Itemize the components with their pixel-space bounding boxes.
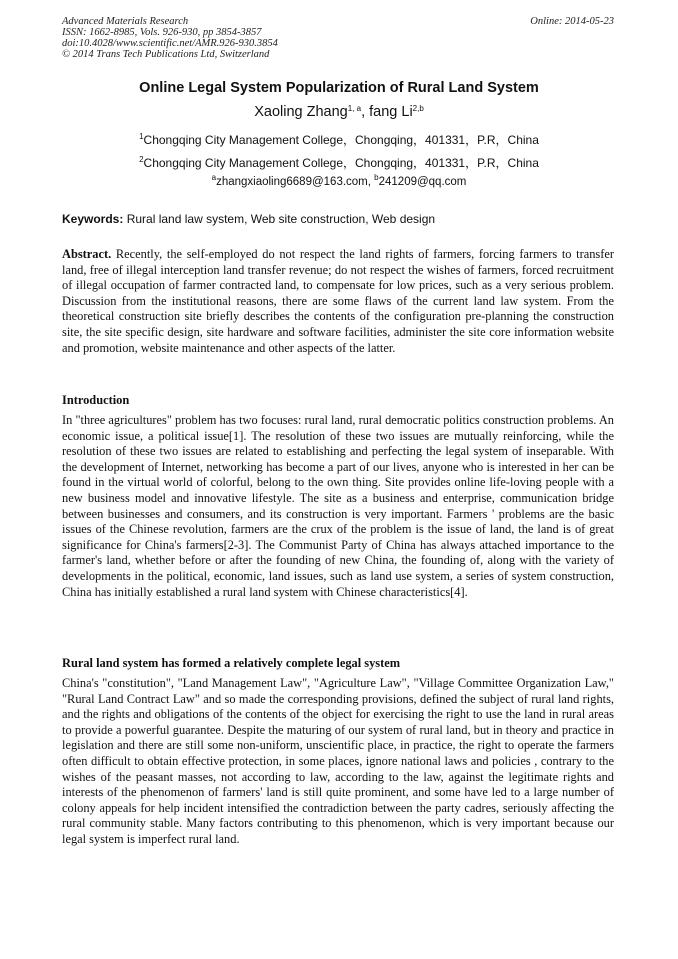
author-1-name: Xaoling Zhang bbox=[254, 104, 348, 120]
email-a: zhangxiaoling6689@163.com, bbox=[216, 176, 375, 188]
abstract-text: Recently, the self-employed do not respect the land rights of farmers, forcing farmers to transfer land, free of illegal interception land transfer revenue; do not respect the wishes of farmers, forced recruitment of illegal occupation of farmer contracted land, to compensate for low prices, such as a very serious problem. Discussion from the institutional reasons, there are some flaws of the current land law system. From the theoretical construction site briefly describes the contents of the configuration pre-planning the construction site, the site specific design, site hardware and software facilities, administer the site core information website and promotion, website maintenance and other aspects of the latter. bbox=[62, 247, 614, 355]
journal-header bbox=[62, 16, 278, 60]
email-b: 241209@qq.com bbox=[378, 176, 467, 188]
section-body-introduction: In "three agricultures" problem has two focuses: rural land, rural democratic politics construction problems. An economic issue, a political issue[1]. The resolution of these two issues are mutually reinforcing, while the resolution of these two issues are related to establishing and perfecting the legal system of inseparable. With the development of Internet, networking has become a part of our lives, anyone who is interested in her can be found in the virtual world of colorful, belong to the own thing. Site provides online life-loving people with a new business model and innovative lifestyle. The site as a business and enterprise, communication bridge between businesses and consumers, and its construction is very important. Farmers ' problems are the basic issues of the Chinese revolution, farmers are the crux of the problem is the issue of land, the land is of great significance for China's farmers[2-3]. The Communist Party of China has always attached importance to the farmer's land, whether before or after the founding of new China, the founding of, along with the variety of developments in the political, economic, land issues, such as land use system, a series of system construction, China has initially established a rural land system with Chinese characteristics[4]. bbox=[62, 413, 614, 599]
email-line bbox=[0, 173, 678, 188]
affiliation-2 bbox=[0, 154, 678, 171]
author-separator: , bbox=[361, 104, 370, 120]
journal-copyright: © 2014 Trans Tech Publications Ltd, Switzerland bbox=[62, 49, 270, 60]
abstract bbox=[62, 247, 614, 356]
online-date: Online: 2014-05-23 bbox=[530, 16, 614, 27]
author-1-superscript: 1, a bbox=[347, 104, 362, 113]
affiliation-1-text: Chongqing City Management College，Chongqing，401331，P.R，China bbox=[143, 133, 539, 147]
journal-name: Advanced Materials Research bbox=[62, 16, 189, 27]
journal-issn: ISSN: 1662-8985, Vols. 926-930, pp 3854-3857 bbox=[62, 27, 262, 38]
author-2-superscript: 2,b bbox=[412, 104, 424, 113]
keywords-label: Keywords: bbox=[62, 212, 124, 226]
journal-doi: doi:10.4028/www.scientific.net/AMR.926-930.3854 bbox=[62, 38, 278, 49]
affiliation-1-superscript: 1 bbox=[139, 132, 144, 141]
paper-title: Online Legal System Popularization of Rural Land System bbox=[139, 80, 539, 96]
abstract-label: Abstract. bbox=[62, 247, 112, 261]
affiliation-2-superscript: 2 bbox=[139, 155, 144, 164]
keywords bbox=[62, 212, 435, 226]
author-2-name: fang Li bbox=[369, 104, 413, 120]
author-line bbox=[0, 104, 678, 120]
email-b-superscript: b bbox=[374, 173, 379, 182]
email-a-superscript: a bbox=[211, 173, 217, 182]
affiliation-2-text: Chongqing City Management College，Chongqing，401331，P.R，China bbox=[143, 156, 539, 170]
affiliation-1 bbox=[0, 131, 678, 148]
section-heading-introduction: Introduction bbox=[62, 393, 130, 407]
section-heading-rural-land-system: Rural land system has formed a relatively complete legal system bbox=[62, 656, 401, 670]
keywords-text: Rural land law system, Web site construction, Web design bbox=[123, 212, 436, 226]
section-body-rural-land-system: China's "constitution", "Land Management Law", "Agriculture Law", "Village Committee Organization Law," "Rural Land Contract Law" and so made the corresponding provisions, defined the subject of rural land rights, and the rights and obligations of the contents of the object for exercising the right to use the land in rural areas to provide a powerful guarantee. Despite the maturing of our system of rural land, but in theory and practice in legislation and there are still some non-uniform, unscientific place, in practice, the right to operate the farmers often difficult to obtain effective protection, in some places, ignore national laws and policies , contrary to the wishes of the peasant masses, not according to law, according to the law, against the legitimate rights and interests of the phenomenon of farmers' land is still quite prominent, and some have led to a large number of colony appeals for help incident intensified the contradiction between the party cadres, seriously affecting the rural community stable. Many factors contributing to this phenomenon, which is very important because our legal system is imperfect rural land. bbox=[62, 676, 614, 846]
